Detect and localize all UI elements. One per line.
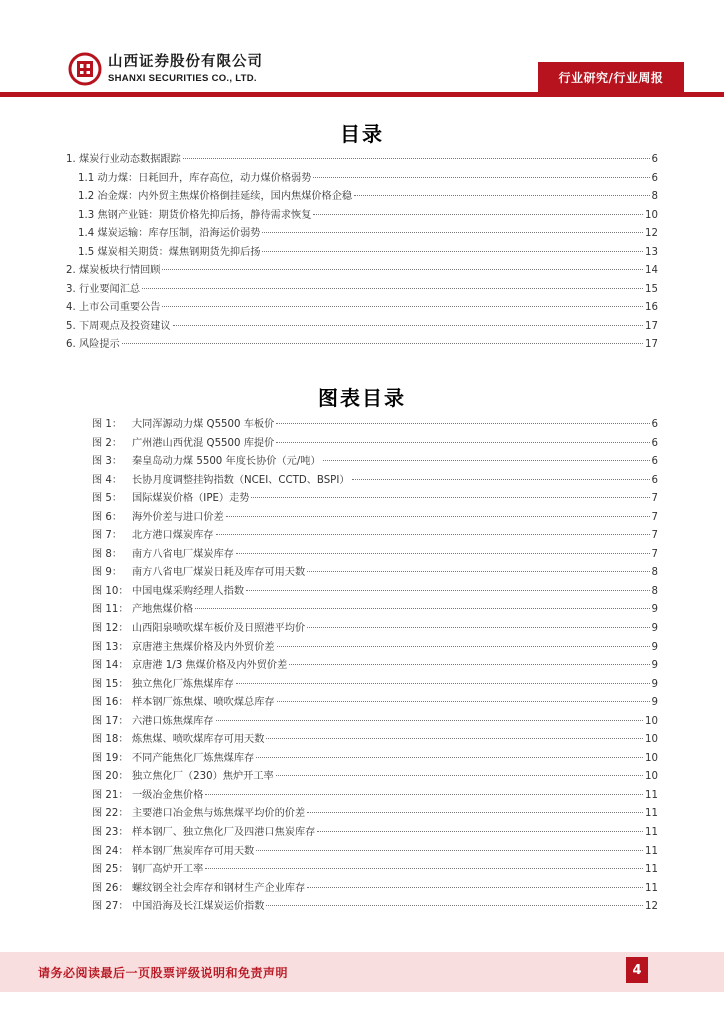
toc-entry-label: 1.2 冶金煤：内外贸主焦煤价格倒挂延续，国内焦煤价格企稳	[78, 191, 353, 202]
toc-leader-dots	[122, 343, 643, 344]
figure-leader-dots	[256, 757, 643, 758]
figure-entry-label: 广州港山西优混 Q5500 库提价	[132, 437, 275, 449]
figure-entry-number: 图 7：	[92, 530, 123, 542]
figure-entry-number: 图 13：	[92, 641, 129, 653]
toc-entry[interactable]	[66, 224, 658, 243]
figure-entry[interactable]	[92, 804, 658, 823]
figure-entry-label: 不同产能焦化厂炼焦煤库存	[132, 752, 255, 764]
toc-entry[interactable]	[66, 335, 658, 354]
figure-entry-number: 图 25：	[92, 864, 129, 876]
figure-entry-page: 11	[645, 845, 658, 857]
figure-entry[interactable]	[92, 638, 658, 657]
toc-leader-dots	[262, 232, 643, 233]
toc-entry-label: 1. 煤炭行业动态数据跟踪	[66, 154, 181, 165]
figure-entry[interactable]	[92, 545, 658, 564]
figure-entry[interactable]	[92, 582, 658, 601]
figure-entry-page: 6	[651, 419, 658, 430]
figure-entry-label: 山西阳泉喷吹煤车板价及日照港平均价	[132, 623, 306, 635]
toc-leader-dots	[313, 177, 649, 178]
toc-entry-page: 16	[645, 302, 658, 313]
toc-entry[interactable]	[66, 280, 658, 299]
figure-entry-number: 图 6：	[92, 511, 123, 523]
figure-entry-label: 海外价差与进口价差	[132, 511, 224, 523]
toc-leader-dots	[354, 195, 649, 196]
figure-leader-dots	[226, 516, 650, 517]
toc-entry-page: 15	[645, 283, 658, 295]
figure-leader-dots	[277, 701, 650, 702]
figure-entry-label: 六港口炼焦煤库存	[132, 715, 214, 727]
figure-leader-dots	[352, 479, 650, 480]
figure-leader-dots	[195, 608, 649, 609]
figure-entry-number: 图 1：	[92, 419, 123, 430]
header-divider	[0, 92, 724, 97]
figure-entry-number: 图 19：	[92, 752, 129, 764]
figure-entry-page: 11	[645, 789, 658, 801]
toc-entry-page: 6	[651, 172, 658, 184]
figure-entry-number: 图 23：	[92, 827, 129, 839]
figure-entry-label: 京唐港主焦煤价格及内外贸价差	[132, 641, 275, 653]
figure-leader-dots	[236, 683, 650, 684]
figure-entry-number: 图 22：	[92, 808, 129, 820]
figure-entry-number: 图 3：	[92, 456, 123, 468]
figure-leader-dots	[307, 887, 643, 888]
page-header	[0, 0, 724, 100]
figure-entry-number: 图 15：	[92, 678, 129, 690]
figure-leader-dots	[205, 868, 643, 869]
figure-entry-label: 一级冶金焦价格	[132, 789, 204, 801]
figure-entry-label: 样本钢厂、独立焦化厂及四港口焦炭库存	[132, 827, 316, 839]
toc-entry-label: 1.5 煤炭相关期货：煤焦钢期货先抑后扬	[78, 246, 261, 258]
figure-entry-label: 南方八省电厂煤炭日耗及库存可用天数	[132, 567, 306, 579]
toc-entry[interactable]	[66, 187, 658, 206]
figure-leader-dots	[276, 442, 649, 443]
figure-entry-label: 国际煤炭价格（IPE）走势	[132, 493, 250, 505]
figure-leader-dots	[246, 590, 649, 591]
figure-entry-number: 图 24：	[92, 845, 129, 857]
figure-list	[92, 415, 658, 916]
figure-entry-label: 产地焦煤价格	[132, 604, 194, 616]
figure-entry[interactable]	[92, 619, 658, 638]
figure-leader-dots	[317, 831, 643, 832]
figure-entry-label: 秦皇岛动力煤 5500 年度长协价（元/吨）	[132, 456, 321, 468]
figure-entry-number: 图 12：	[92, 623, 129, 635]
toc-leader-dots	[262, 251, 643, 252]
toc-leader-dots	[142, 288, 643, 289]
toc-entry-label: 1.4 煤炭运输：库存压制，沿海运价弱势	[78, 228, 261, 239]
figure-entry[interactable]	[92, 415, 658, 434]
figure-entry[interactable]	[92, 786, 658, 805]
figure-entry[interactable]	[92, 730, 658, 749]
toc-leader-dots	[173, 325, 643, 326]
toc-entry-page: 14	[645, 265, 658, 276]
figure-entry-number: 图 4：	[92, 474, 123, 486]
company-name-cn: 山西证券股份有限公司	[108, 54, 263, 70]
figure-entry-label: 南方八省电厂煤炭库存	[132, 548, 234, 560]
figure-entry-page: 7	[651, 493, 658, 505]
figure-entry[interactable]	[92, 712, 658, 731]
figure-entry-label: 样本钢厂炼焦煤、喷吹煤总库存	[132, 697, 275, 709]
figure-leader-dots	[307, 812, 643, 813]
figure-entry-page: 12	[645, 901, 658, 913]
figure-entry-page: 11	[645, 808, 658, 820]
figure-entry[interactable]	[92, 434, 658, 453]
toc-entry-label: 3. 行业要闻汇总	[66, 283, 141, 295]
toc-entry[interactable]	[66, 317, 658, 336]
figure-entry[interactable]	[92, 767, 658, 786]
toc-leader-dots	[183, 158, 650, 159]
figure-entry-page: 7	[651, 530, 658, 542]
figure-entry[interactable]	[92, 842, 658, 861]
toc-entry-page: 17	[645, 320, 658, 332]
figure-leader-dots	[216, 534, 650, 535]
figure-entry-page: 9	[651, 660, 658, 672]
figure-entry-page: 11	[645, 827, 658, 839]
figure-leader-dots	[266, 905, 643, 906]
figure-leader-dots	[289, 664, 649, 665]
figure-entry-number: 图 11：	[92, 604, 129, 616]
figure-entry-page: 7	[651, 548, 658, 560]
toc-title: 目录	[340, 122, 384, 146]
figure-leader-dots	[323, 460, 650, 461]
figure-entry-page: 10	[645, 771, 658, 783]
toc-entry-label: 5. 下周观点及投资建议	[66, 320, 171, 332]
figure-leader-dots	[276, 423, 649, 424]
figure-entry-label: 长协月度调整挂钩指数（NCEI、CCTD、BSPI）	[132, 474, 350, 486]
toc-entry[interactable]	[66, 261, 658, 280]
figure-entry[interactable]	[92, 860, 658, 879]
toc-entry[interactable]	[66, 243, 658, 262]
figure-entry-label: 主要港口冶金焦与炼焦煤平均价的价差	[132, 808, 306, 820]
figure-entry-page: 9	[651, 697, 658, 709]
figure-entry[interactable]	[92, 897, 658, 916]
toc-entry-page: 6	[651, 154, 658, 165]
figure-entry-number: 图 21：	[92, 789, 129, 801]
figure-entry-number: 图 2：	[92, 437, 123, 449]
disclaimer-notice: 请务必阅读最后一页股票评级说明和免责声明	[38, 966, 289, 980]
toc-leader-dots	[162, 269, 643, 270]
toc-entry-label: 6. 风险提示	[66, 339, 120, 350]
figure-entry-page: 10	[645, 752, 658, 764]
figure-entry[interactable]	[92, 563, 658, 582]
figure-leader-dots	[236, 553, 650, 554]
figure-list-title: 图表目录	[318, 386, 406, 410]
table-of-contents	[66, 150, 658, 354]
figure-entry[interactable]	[92, 452, 658, 471]
toc-entry-page: 17	[645, 339, 658, 350]
figure-leader-dots	[251, 497, 649, 498]
figure-entry-page: 8	[651, 585, 658, 597]
figure-entry-page: 9	[651, 623, 658, 635]
toc-entry-page: 13	[645, 246, 658, 258]
toc-entry[interactable]	[66, 169, 658, 188]
figure-entry-page: 9	[651, 604, 658, 616]
figure-entry-page: 6	[651, 437, 658, 449]
toc-leader-dots	[313, 214, 643, 215]
figure-entry-number: 图 16：	[92, 697, 129, 709]
figure-entry-label: 独立焦化厂（230）焦炉开工率	[132, 771, 274, 783]
figure-leader-dots	[277, 646, 650, 647]
toc-entry[interactable]	[66, 206, 658, 225]
figure-entry-number: 图 5：	[92, 493, 123, 505]
toc-entry-label: 1.3 焦钢产业链：期货价格先抑后扬，静待需求恢复	[78, 209, 312, 221]
report-category: 行业研究/行业周报	[538, 62, 684, 92]
figure-entry[interactable]	[92, 508, 658, 527]
figure-leader-dots	[266, 738, 643, 739]
figure-entry-number: 图 8：	[92, 548, 123, 560]
figure-entry[interactable]	[92, 471, 658, 490]
figure-leader-dots	[307, 627, 649, 628]
toc-entry-label: 4. 上市公司重要公告	[66, 302, 161, 313]
figure-entry-label: 钢厂高炉开工率	[132, 864, 204, 876]
figure-entry-page: 10	[645, 734, 658, 746]
figure-entry-label: 独立焦化厂炼焦煤库存	[132, 678, 234, 690]
figure-leader-dots	[205, 794, 643, 795]
toc-entry-page: 8	[651, 191, 658, 202]
figure-entry-page: 10	[645, 715, 658, 727]
figure-entry-page: 6	[651, 456, 658, 468]
figure-entry[interactable]	[92, 526, 658, 545]
figure-entry-number: 图 26：	[92, 882, 129, 894]
figure-entry-number: 图 17：	[92, 715, 129, 727]
toc-entry[interactable]	[66, 150, 658, 169]
figure-entry-page: 9	[651, 678, 658, 690]
figure-leader-dots	[256, 850, 643, 851]
figure-entry-page: 7	[651, 511, 658, 523]
figure-entry-label: 螺纹钢全社会库存和钢材生产企业库存	[132, 882, 306, 894]
figure-entry[interactable]	[92, 489, 658, 508]
figure-entry-number: 图 20：	[92, 771, 129, 783]
figure-entry-number: 图 27：	[92, 901, 129, 913]
figure-entry[interactable]	[92, 749, 658, 768]
figure-entry-number: 图 9：	[92, 567, 123, 579]
figure-entry-page: 11	[645, 882, 658, 894]
toc-entry-page: 10	[645, 209, 658, 221]
figure-entry-page: 11	[645, 864, 658, 876]
company-name-en: SHANXI SECURITIES CO., LTD.	[108, 72, 257, 84]
figure-entry-number: 图 18：	[92, 734, 129, 746]
figure-entry[interactable]	[92, 600, 658, 619]
figure-entry-page: 6	[651, 474, 658, 486]
figure-entry[interactable]	[92, 693, 658, 712]
toc-entry-label: 2. 煤炭板块行情回顾	[66, 265, 161, 276]
company-logo	[68, 52, 263, 86]
figure-entry-number: 图 10：	[92, 585, 129, 597]
figure-entry[interactable]	[92, 656, 658, 675]
figure-entry-page: 9	[651, 641, 658, 653]
figure-entry-label: 北方港口煤炭库存	[132, 530, 214, 542]
figure-leader-dots	[216, 720, 644, 721]
figure-entry-label: 样本钢厂焦炭库存可用天数	[132, 845, 255, 857]
figure-leader-dots	[276, 775, 643, 776]
figure-entry-label: 京唐港 1/3 焦煤价格及内外贸价差	[132, 660, 288, 672]
figure-leader-dots	[307, 571, 649, 572]
toc-entry[interactable]	[66, 298, 658, 317]
page-number: 4	[626, 957, 648, 983]
figure-entry-label: 大同浑源动力煤 Q5500 车板价	[132, 419, 275, 430]
shanxi-securities-logo-icon	[68, 52, 102, 86]
figure-entry-label: 中国电煤采购经理人指数	[132, 585, 245, 597]
figure-entry-label: 中国沿海及长江煤炭运价指数	[132, 901, 265, 913]
figure-entry-page: 8	[651, 567, 658, 579]
figure-entry[interactable]	[92, 675, 658, 694]
figure-entry-label: 炼焦煤、喷吹煤库存可用天数	[132, 734, 265, 746]
figure-entry[interactable]	[92, 879, 658, 898]
toc-entry-label: 1.1 动力煤：日耗回升，库存高位，动力煤价格弱势	[78, 172, 312, 184]
toc-entry-page: 12	[645, 228, 658, 239]
page-footer	[0, 952, 724, 992]
figure-entry-number: 图 14：	[92, 660, 129, 672]
figure-entry[interactable]	[92, 823, 658, 842]
toc-leader-dots	[162, 306, 643, 307]
